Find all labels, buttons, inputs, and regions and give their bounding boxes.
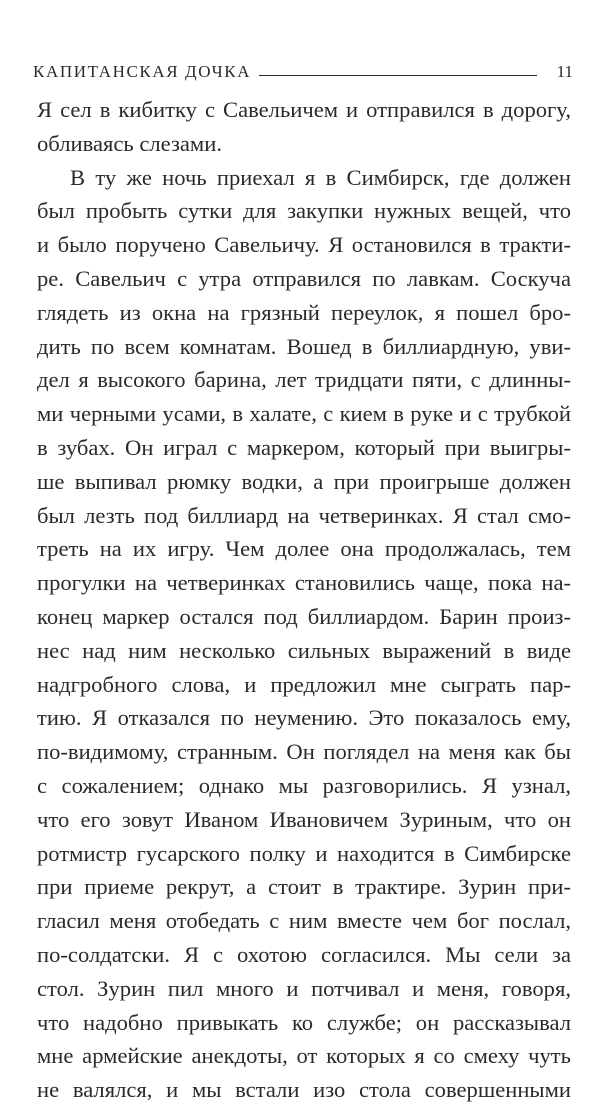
text-line: был пробыть сутки для закупки нужных вещей, что — [37, 198, 571, 224]
text-line: что надобно привыкать ко службе; он рассказывал — [37, 1009, 571, 1035]
text-line: ше выпивал рюмку водки, а при проигрыше должен — [37, 468, 571, 494]
text-line: не валялся, и мы встали изо стола совершенными — [37, 1077, 571, 1103]
text-line: по-солдатски. Я с охотою согласился. Мы сели за — [37, 941, 571, 967]
text-line: треть на их игру. Чем долее она продолжалась, тем — [37, 536, 571, 562]
text-line: конец маркер остался под биллиардом. Барин произ- — [37, 603, 571, 629]
page-number: 11 — [556, 62, 573, 81]
running-title: КАПИТАНСКАЯ ДОЧКА — [33, 62, 252, 81]
header-rule — [259, 75, 537, 76]
text-line: нес над ним несколько сильных выражений в виде — [37, 637, 571, 663]
text-line: В ту же ночь приехал я в Симбирск, где должен — [70, 164, 571, 190]
text-line: мне армейские анекдоты, от которых я со смеху чуть — [37, 1043, 571, 1069]
text-line: в зубах. Он играл с маркером, который при выигры- — [37, 434, 571, 460]
text-line: дить по всем комнатам. Вошед в биллиардную, уви- — [37, 333, 571, 359]
text-line: Я сел в кибитку с Савельичем и отправился в дорогу, — [37, 97, 571, 122]
text-line: при приеме рекрут, а стоит в трактире. Зурин при- — [37, 874, 571, 900]
text-line: ротмистр гусарского полку и находится в Симбирске — [37, 840, 571, 866]
text-line: был лезть под биллиард на четверинках. Я стал смо- — [37, 502, 571, 528]
text-line: гласил меня отобедать с ним вместе чем бог послал, — [37, 908, 571, 934]
text-line: ми черными усами, в халате, с кием в руке и с трубкой — [37, 401, 571, 427]
text-line: надгробного слова, и предложил мне сыграть пар- — [37, 671, 571, 697]
text-line: что его зовут Иваном Ивановичем Зуриным, что он — [37, 806, 571, 832]
text-line: глядеть из окна на грязный переулок, я пошел бро- — [37, 299, 571, 325]
text-line: и было поручено Савельичу. Я остановился в тракти- — [37, 232, 571, 258]
text-line: прогулки на четверинках становились чаще, пока на- — [37, 570, 571, 596]
text-line: дел я высокого барина, лет тридцати пяти, с длинны- — [37, 367, 571, 393]
text-line: по-видимому, странным. Он поглядел на меня как бы — [37, 739, 571, 765]
body-text — [37, 93, 571, 1107]
text-line: с сожалением; однако мы разговорились. Я узнал, — [37, 772, 571, 798]
text-line: стол. Зурин пил много и потчивал и меня, говоря, — [37, 975, 571, 1001]
text-line: ре. Савельич с утра отправился по лавкам. Соскуча — [37, 265, 571, 291]
text-line: тию. Я отказался по неумению. Это показалось ему, — [37, 705, 571, 731]
running-header — [33, 62, 573, 82]
text-line: обливаясь слезами. — [37, 130, 222, 156]
